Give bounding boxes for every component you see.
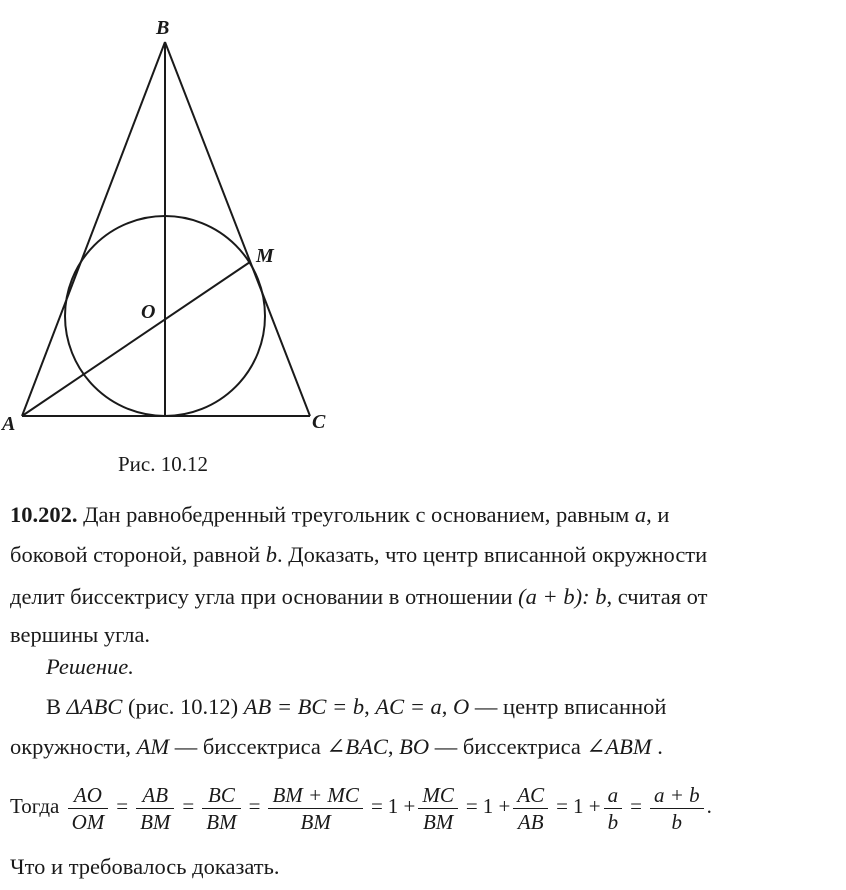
solution-line-2: окружности, AM — биссектриса ∠BAC, BO — биссектриса ∠ABM .: [10, 734, 663, 759]
fraction-ab-bm: $\frac{AB}{BM}$: [136, 782, 174, 835]
bisector-am: [22, 262, 250, 416]
solution-heading: Решение.: [46, 654, 134, 679]
fraction-a-b: $\frac{a}{b}$: [604, 782, 623, 835]
side-bc: [165, 42, 310, 416]
fraction-ac-ab: $\frac{AC}{AB}$: [513, 782, 548, 835]
label-a: A: [2, 413, 16, 435]
label-c: C: [312, 411, 326, 433]
ratio: (a + b): b: [518, 584, 607, 609]
problem-number: 10.202.: [10, 502, 78, 527]
conclusion: Что и требовалось доказать.: [10, 854, 280, 879]
problem-line-2: боковой стороной, равной b. Доказать, что центр вписанной окружности: [10, 542, 708, 567]
label-o: O: [141, 301, 156, 323]
problem-line-3: делит биссектрису угла при основании в отношении (a + b): b, считая от: [10, 584, 708, 609]
geometry-figure: [0, 0, 846, 440]
label-b: B: [156, 17, 170, 39]
fraction-bm-mc-bm: $\frac{BM + MC}{BM}$: [268, 782, 363, 835]
figure-caption: Рис. 10.12: [118, 452, 208, 476]
equation-line: Тогда $\frac{AO}{OM}$ = $\frac{AB}{BM}$ = $\frac{BC}{BM}$ = $\frac{BM + MC}{BM}$ = 1 + $\frac{MC}{BM}$ = 1 + $\frac{AC}{AB}$ = 1 + $\frac{a}{b}$ = $\frac{a + b}{b}$ .: [10, 782, 712, 834]
fraction-mc-bm: $\frac{MC}{BM}$: [418, 782, 458, 835]
side-ab: [22, 42, 165, 416]
problem-line-4: вершины угла.: [10, 622, 151, 647]
fraction-a-plus-b-b: $\frac{a + b}{b}$: [650, 782, 704, 835]
fraction-ao-om: $\frac{AO}{OM}$: [68, 782, 109, 835]
solution-line-1: В ΔABC (рис. 10.12) AB = BC = b, AC = a, O — центр вписанной: [46, 694, 667, 719]
label-m: M: [256, 245, 274, 267]
problem-line-1: 10.202. Дан равнобедренный треугольник с основанием, равным a, и: [10, 502, 670, 527]
fraction-bc-bm: $\frac{BC}{BM}$: [202, 782, 240, 835]
